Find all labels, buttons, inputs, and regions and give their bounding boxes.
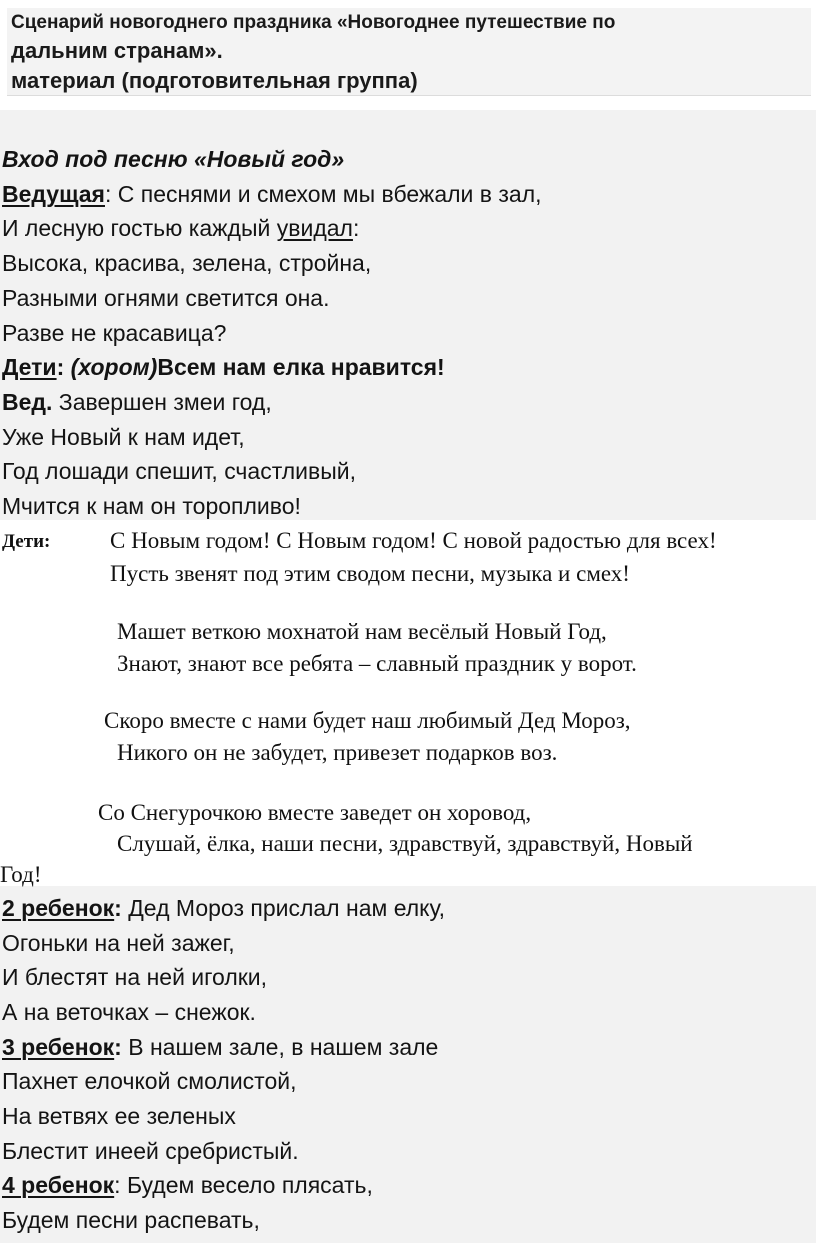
ved-line-4: Мчится к нам он торопливо! [2,493,301,519]
child-3-line-3: На ветвях ее зеленых [2,1103,236,1129]
host-speaker-label: Ведущая [2,181,105,207]
ved-line-1-text: Завершен змеи год, [52,389,272,415]
kids-line [2,354,445,381]
kids-speaker-label: Дети [2,354,57,380]
song-verse-3-line-2: Никого он не забудет, привезет подарков воз. [117,740,558,765]
host-line-2 [2,215,359,242]
song-verse-3-line-1: Скоро вместе с нами будет наш любимый Дед Мороз, [104,708,631,733]
child-2-line-2: Огоньки на ней зажег, [2,930,235,956]
host-line-1-text: : С песнями и смехом мы вбежали в зал, [104,181,542,207]
host-line-2-underlined-word: увидал [276,215,353,241]
host-line-3: Высока, красива, зелена, стройна, [2,250,372,276]
song-speaker-label: Дети: [2,531,51,552]
song-verse-4-line-3: Год! [0,862,42,887]
song-verse-2-line-2: Знают, знают все ребята – славный праздник у ворот. [117,651,637,676]
song-verse-4-line-2: Слушай, ёлка, наши песни, здравствуй, здравствуй, Новый [117,831,693,856]
kids-colon: : [56,354,65,380]
child-4-line-1 [2,1172,373,1199]
song-verse-1-line-1: С Новым годом! С Новым годом! С новой радостью для всех! [110,528,717,553]
child-2-line-1-text: Дед Мороз прислал нам елку, [121,895,446,921]
child-3-speaker-label: 3 ребенок [2,1034,115,1060]
child-2-line-3: И блестят на ней иголки, [2,964,268,990]
child-3-line-1-text: В нашем зале, в нашем зале [121,1034,439,1060]
host-line-1 [2,181,542,208]
host-line-2-text-b: : [352,215,360,241]
header-title-line-2: дальним странам». [11,38,223,63]
host-line-5: Разве не красавица? [2,320,227,346]
child-2-line-1 [2,895,445,922]
header-subtitle: материал (подготовительная группа) [11,68,418,93]
ved-line-3: Год лошади спешит, счастливый, [2,458,356,484]
child-4-speaker-label: 4 ребенок [2,1172,115,1198]
ved-line-2: Уже Новый к нам идет, [2,424,245,450]
child-2-speaker-label: 2 ребенок [2,895,115,921]
child-3-line-2: Пахнет елочкой смолистой, [2,1068,297,1094]
song-verse-1-line-2: Пусть звенят под этим сводом песни, музыка и смех! [110,561,630,586]
host-line-4: Разными огнями светится она. [2,285,330,311]
ved-speaker-label: Вед. [2,389,53,415]
document-header [7,8,811,96]
song-verse-4-line-1: Со Снегурочкою вместе заведет он хоровод, [98,800,532,825]
kids-chorus-direction: (хором) [64,354,158,380]
ved-line-1 [2,389,272,416]
song-verse-2-line-1: Машет веткою мохнатой нам весёлый Новый Год, [117,619,607,644]
child-3-line-4: Блестит инеей сребристый. [2,1138,299,1164]
child-2-colon: : [114,895,122,921]
kids-line-text: Всем нам елка нравится! [157,354,445,380]
child-2-line-4: А на веточках – снежок. [2,999,256,1025]
host-line-2-text-a: И лесную гостью каждый [2,215,277,241]
header-title-line-1: Сценарий новогоднего праздника «Новогоднее путешествие по [11,12,616,33]
entrance-direction: Вход под песню «Новый год» [2,146,345,172]
child-3-colon: : [114,1034,122,1060]
child-3-line-1 [2,1034,438,1061]
child-4-line-1-text: : Будем весело плясать, [114,1172,373,1198]
child-4-line-2: Будем песни распевать, [2,1207,260,1233]
